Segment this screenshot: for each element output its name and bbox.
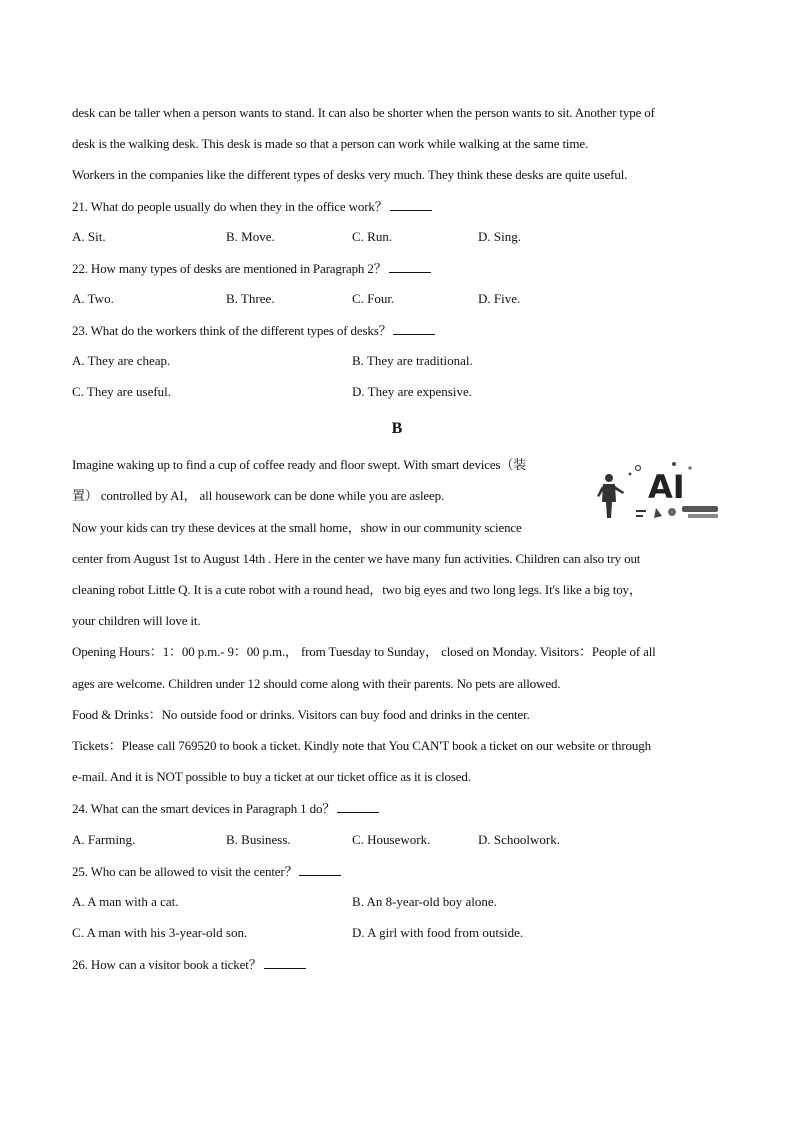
question-21 xyxy=(72,198,432,215)
option-b: B. An 8-year-old boy alone. xyxy=(352,894,497,909)
option-b: B. Move. xyxy=(226,229,275,244)
passage-line: center from August 1st to August 14th . Here in the center we have many fun activities. Children can also try out xyxy=(72,551,641,566)
passage-line: Workers in the companies like the different types of desks very much. They think these desks are quite useful. xyxy=(72,167,628,182)
answer-blank xyxy=(390,198,432,211)
question-25 xyxy=(72,863,341,880)
option-d: D. They are expensive. xyxy=(352,384,472,399)
passage-line: ages are welcome. Children under 12 should come along with their parents. No pets are allowed. xyxy=(72,676,561,691)
question-26 xyxy=(72,956,306,973)
question-23 xyxy=(72,322,435,339)
option-d: D. A girl with food from outside. xyxy=(352,925,524,940)
passage-line: Food & Drinks：No outside food or drinks. Visitors can buy food and drinks in the center. xyxy=(72,707,530,722)
question-stem: 22. How many types of desks are mentioned in Paragraph 2？ xyxy=(72,261,387,276)
option-d: D. Sing. xyxy=(478,229,521,244)
passage-line: desk can be taller when a person wants to stand. It can also be shorter when the person wants to sit. Another type of xyxy=(72,105,655,120)
question-24 xyxy=(72,800,379,817)
answer-blank xyxy=(299,863,341,876)
answer-blank xyxy=(393,322,435,335)
option-c: C. A man with his 3-year-old son. xyxy=(72,925,248,940)
answer-blank xyxy=(337,800,379,813)
answer-blank xyxy=(389,260,431,273)
option-a: A. A man with a cat. xyxy=(72,894,179,909)
passage-line: Tickets：Please call 769520 to book a ticket. Kindly note that You CAN'T book a ticket on our website or through xyxy=(72,738,651,753)
option-b: B. Business. xyxy=(226,832,291,847)
passage-line: 置） controlled by AI， all housework can be done while you are asleep. xyxy=(72,488,445,503)
question-stem: 26. How can a visitor book a ticket？ xyxy=(72,957,262,972)
option-c: C. Housework. xyxy=(352,832,431,847)
question-22 xyxy=(72,260,431,277)
question-stem: 24. What can the smart devices in Paragraph 1 do？ xyxy=(72,801,336,816)
svg-text:AI: AI xyxy=(648,468,685,506)
option-a: A. They are cheap. xyxy=(72,353,171,368)
answer-blank xyxy=(264,956,306,969)
passage-line: e-mail. And it is NOT possible to buy a ticket at our ticket office as it is closed. xyxy=(72,769,471,784)
passage-line: Now your kids can try these devices at the small home，show in our community science xyxy=(72,520,522,535)
option-d: D. Schoolwork. xyxy=(478,832,560,847)
option-c: C. Four. xyxy=(352,291,395,306)
option-b: B. Three. xyxy=(226,291,275,306)
ai-illustration xyxy=(592,456,726,530)
question-stem: 25. Who can be allowed to visit the center？ xyxy=(72,864,298,879)
passage-line: desk is the walking desk. This desk is made so that a person can work while walking at the same time. xyxy=(72,136,589,151)
passage-line: Opening Hours：1：00 p.m.- 9：00 p.m.， from Tuesday to Sunday， closed on Monday. Visitors：People of all xyxy=(72,644,656,659)
option-a: A. Farming. xyxy=(72,832,136,847)
option-c: C. They are useful. xyxy=(72,384,172,399)
question-stem: 21. What do people usually do when they in the office work？ xyxy=(72,199,388,214)
question-stem: 23. What do the workers think of the different types of desks？ xyxy=(72,323,392,338)
option-b: B. They are traditional. xyxy=(352,353,473,368)
option-c: C. Run. xyxy=(352,229,393,244)
option-a: A. Sit. xyxy=(72,229,106,244)
section-heading: B xyxy=(391,420,403,437)
passage-line: Imagine waking up to find a cup of coffee ready and floor swept. With smart devices（装 xyxy=(72,457,527,472)
option-d: D. Five. xyxy=(478,291,521,306)
passage-line: cleaning robot Little Q. It is a cute robot with a round head，two big eyes and two long legs. It's like a big toy， xyxy=(72,582,642,597)
option-a: A. Two. xyxy=(72,291,114,306)
passage-line: your children will love it. xyxy=(72,613,201,628)
